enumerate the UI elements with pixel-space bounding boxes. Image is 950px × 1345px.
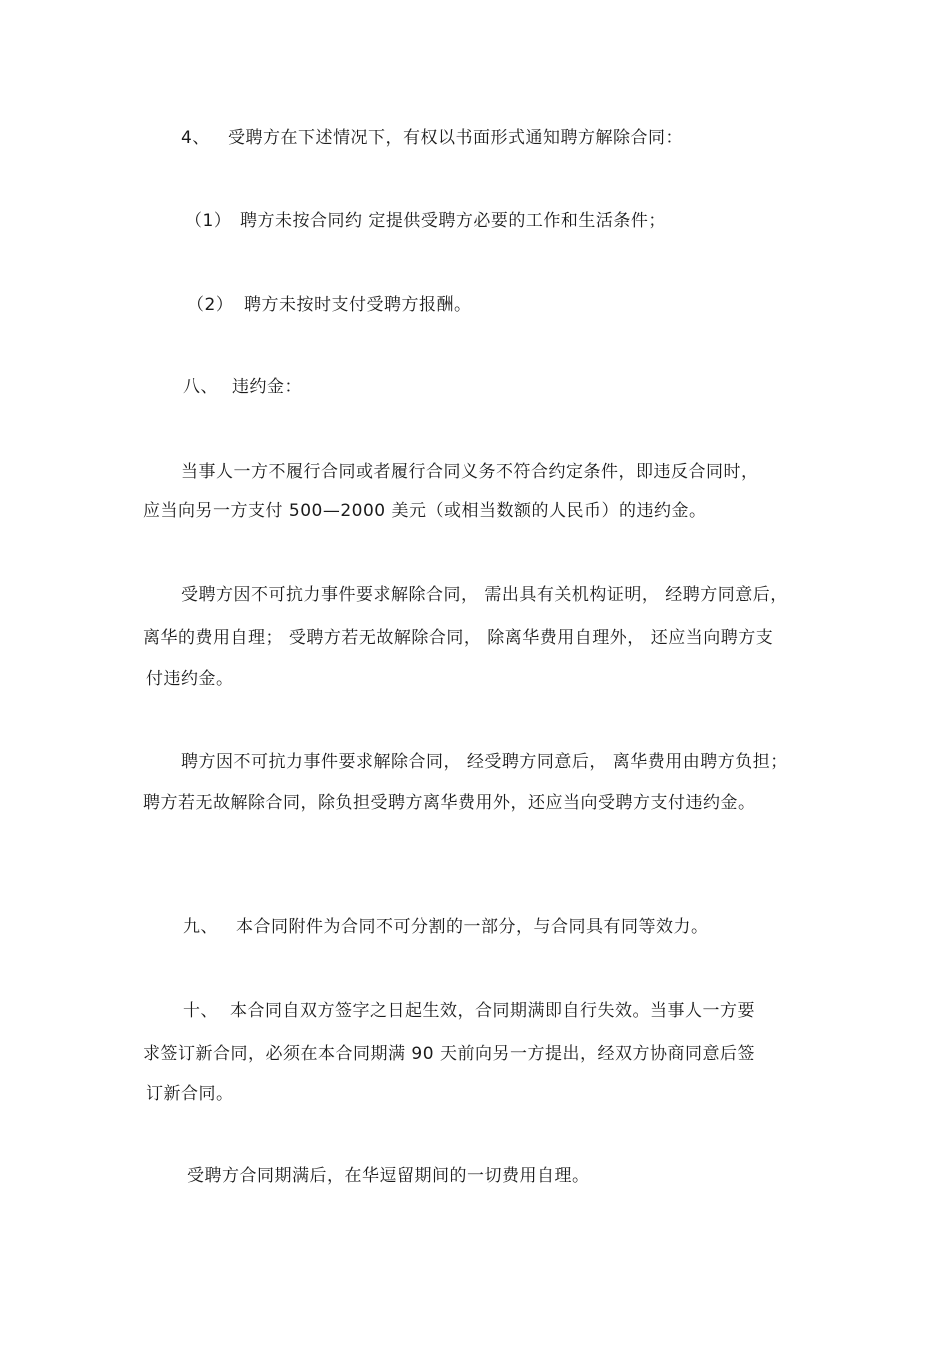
item-4-sub2-number: （2） bbox=[187, 295, 234, 315]
closing-statement: 受聘方合同期满后，在华逗留期间的一切费用自理。 bbox=[187, 1166, 590, 1186]
section-10-number: 十、 bbox=[183, 1001, 218, 1021]
item-4-sub2-text: 聘方未按时支付受聘方报酬。 bbox=[244, 295, 472, 315]
section-8-para1-line1: 当事人一方不履行合同或者履行合同义务不符合约定条件，即违反合同时， bbox=[181, 462, 759, 482]
section-8-para1-line2: 应当向另一方支付 500—2000 美元（或相当数额的人民币）的违约金。 bbox=[143, 501, 707, 521]
section-8-para3-line1: 聘方因不可抗力事件要求解除合同， 经受聘方同意后， 离华费用由聘方负担； bbox=[181, 752, 788, 772]
section-10-line1: 本合同自双方签字之日起生效，合同期满即自行失效。当事人一方要 bbox=[230, 1001, 755, 1021]
item-4-text: 受聘方在下述情况下，有权以书面形式通知聘方解除合同： bbox=[228, 128, 683, 148]
section-8-number: 八、 bbox=[183, 377, 218, 397]
section-8-para3-line2: 聘方若无故解除合同，除负担受聘方离华费用外，还应当向受聘方支付违约金。 bbox=[143, 793, 756, 813]
item-4-sub1-text: 聘方未按合同约 定提供受聘方必要的工作和生活条件； bbox=[240, 211, 666, 231]
section-9-text: 本合同附件为合同不可分割的一部分，与合同具有同等效力。 bbox=[236, 917, 709, 937]
section-8-title: 违约金： bbox=[232, 377, 302, 397]
section-10-line3: 订新合同。 bbox=[146, 1084, 234, 1104]
item-4-sub1-number: （1） bbox=[185, 211, 232, 231]
section-8-para2-line2: 离华的费用自理； 受聘方若无故解除合同， 除离华费用自理外， 还应当向聘方支 bbox=[143, 628, 774, 648]
section-9-number: 九、 bbox=[183, 917, 218, 937]
section-8-para2-line1: 受聘方因不可抗力事件要求解除合同， 需出具有关机构证明， 经聘方同意后， bbox=[181, 585, 788, 605]
section-8-para2-line3: 付违约金。 bbox=[146, 669, 234, 689]
section-10-line2: 求签订新合同，必须在本合同期满 90 天前向另一方提出，经双方协商同意后签 bbox=[143, 1044, 755, 1064]
item-4-number: 4、 bbox=[181, 128, 210, 148]
